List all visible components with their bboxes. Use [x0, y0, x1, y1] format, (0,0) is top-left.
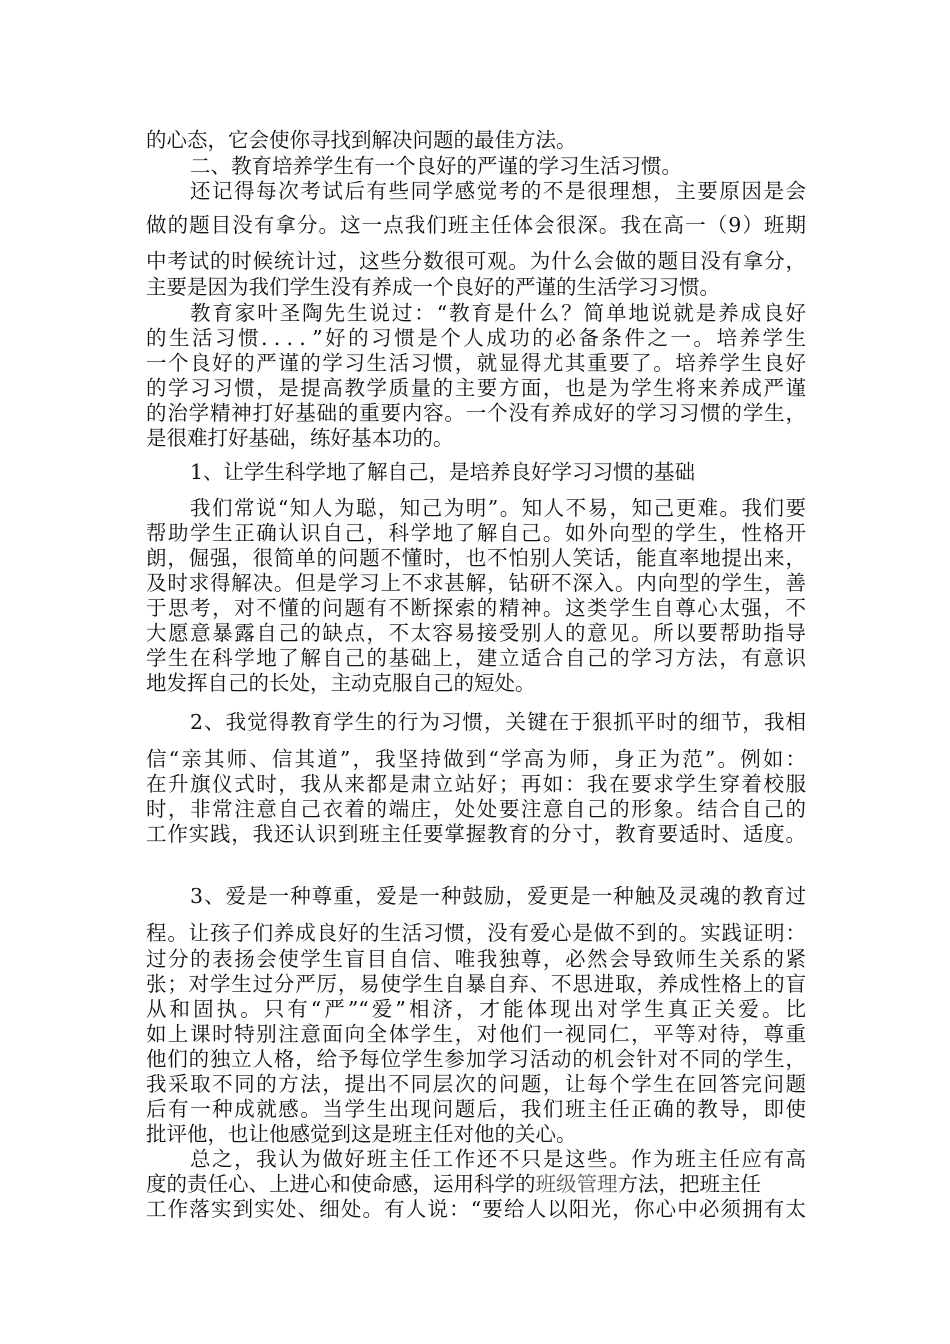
text-line: 是很难打好基础，练好基本功的。	[146, 426, 454, 450]
text-line: 还记得每次考试后有些同学感觉考的不是很理想，主要原因是会	[190, 179, 806, 203]
text-line: 在升旗仪式时，我从来都是肃立站好；再如：我在要求学生穿着校服	[146, 772, 806, 796]
text-line: 他们的独立人格，给予每位学生参加学习活动的机会针对不同的学生，	[146, 1047, 806, 1071]
text-line: 后有一种成就感。当学生出现问题后，我们班主任正确的教导，即使	[146, 1097, 806, 1121]
text-line: 如上课时特别注意面向全体学生，对他们一视同仁，平等对待，尊重	[146, 1022, 806, 1046]
text-line: 我采取不同的方法，提出不同层次的问题，让每个学生在回答完问题	[146, 1072, 806, 1096]
text-line: 及时求得解决。但是学习上不求甚解，钻研不深入。内向型的学生，善	[146, 571, 806, 595]
text-line: 从和固执。只有“严”“爱”相济，才能体现出对学生真正关爱。比	[146, 997, 806, 1021]
text-line: 批评他，也让他感觉到这是班主任对他的关心。	[146, 1122, 577, 1146]
text-line: 教育家叶圣陶先生说过：“教育是什么？简单地说就是养成良好	[190, 301, 806, 325]
text-line: 时，非常注意自己衣着的端庄，处处要注意自己的形象。结合自己的	[146, 797, 806, 821]
text-line: 一个良好的严谨的学习生活习惯，就显得尤其重要了。培养学生良好	[146, 351, 806, 375]
sub-heading: 1、让学生科学地了解自己，是培养良好学习习惯的基础	[190, 460, 696, 484]
text-line: 学生在科学地了解自己的基础上，建立适合自己的学习方法，有意识	[146, 646, 806, 670]
class-management-link[interactable]: 班级管理	[535, 1172, 618, 1196]
text-line: 程。让孩子们养成良好的生活习惯，没有爱心是做不到的。实践证明：	[146, 921, 806, 945]
text-line: 总之，我认为做好班主任工作还不只是这些。作为班主任应有高	[190, 1147, 806, 1171]
text-line: 我们常说“知人为聪，知己为明”。知人不易，知己更难。我们要	[190, 496, 806, 520]
text-line: 地发挥自己的长处，主动克服自己的短处。	[146, 671, 536, 695]
text-line: 帮助学生正确认识自己，科学地了解自己。如外向型的学生，性格开	[146, 521, 806, 545]
text-line: 2、我觉得教育学生的行为习惯，关键在于狠抓平时的细节，我相	[190, 710, 806, 734]
text-line: 工作落实到实处、细处。有人说：“要给人以阳光，你心中必须拥有太	[146, 1197, 806, 1221]
text-line: 于思考，对不懂的问题有不断探索的精神。这类学生自尊心太强，不	[146, 596, 806, 620]
text-line: 的生活习惯．．．．”好的习惯是个人成功的必备条件之一。培养学生	[146, 326, 806, 350]
text-line: 张；对学生过分严厉，易使学生自暴自弃、不思进取，养成性格上的盲	[146, 972, 806, 996]
text-line: 工作实践，我还认识到班主任要掌握教育的分寸，教育要适时、适度。	[146, 822, 806, 846]
text-line: 做的题目没有拿分。这一点我们班主任体会很深。我在高一（9）班期	[146, 213, 806, 237]
text-line: 的学习习惯，是提高教学质量的主要方面，也是为学生将来养成严谨	[146, 376, 806, 400]
text-line: 的治学精神打好基础的重要内容。一个没有养成好的学习习惯的学生，	[146, 401, 806, 425]
text-line: 3、爱是一种尊重，爱是一种鼓励，爱更是一种触及灵魂的教育过	[190, 884, 806, 908]
text-line: 信“亲其师、信其道”，我坚持做到“学高为师，身正为范”。例如：	[146, 747, 806, 771]
section-heading: 二、教育培养学生有一个良好的严谨的学习生活习惯。	[190, 154, 682, 178]
text-line: 大愿意暴露自己的缺点，不太容易接受别人的意见。所以要帮助指导	[146, 621, 806, 645]
text-segment: 度的责任心、上进心和使命感，运用科学的	[146, 1172, 536, 1196]
text-line-with-link	[146, 1171, 806, 1197]
text-line: 朗，倔强，很简单的问题不懂时，也不怕别人笑话，能直率地提出来，	[146, 546, 806, 570]
text-line: 过分的表扬会使学生盲目自信、唯我独尊，必然会导致师生关系的紧	[146, 947, 806, 971]
text-line: 主要是因为我们学生没有养成一个良好的严谨的生活学习习惯。	[146, 275, 720, 299]
text-segment: 方法，把班主任	[617, 1172, 761, 1196]
text-line: 中考试的时候统计过，这些分数很可观。为什么会做的题目没有拿分，	[146, 249, 806, 273]
text-line: 的心态，它会使你寻找到解决问题的最佳方法。	[146, 128, 577, 152]
